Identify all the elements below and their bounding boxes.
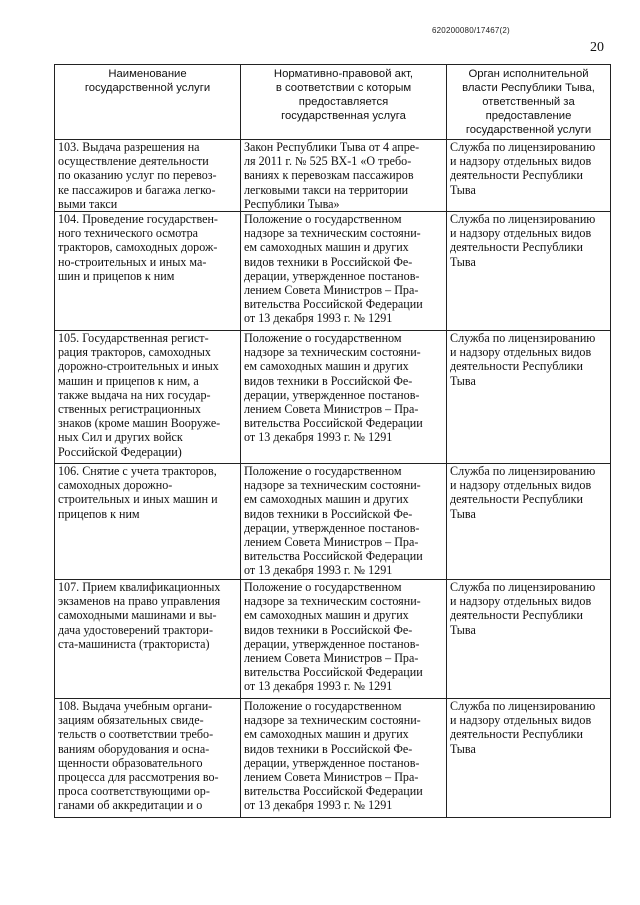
text-line: Положение о государственном	[244, 331, 402, 346]
text-line: государственной услуги	[465, 124, 592, 136]
text-line: Республики Тыва»	[244, 196, 340, 211]
text-line: от 13 декабря 1993 г. № 1291	[244, 430, 393, 445]
text-line: государственной услуги	[84, 82, 211, 94]
text-line: и надзору отдельных видов	[450, 226, 592, 241]
text-line: Наименование	[108, 68, 187, 80]
text-line: 108. Выдача учебным органи-	[58, 699, 213, 714]
text-line: ля 2011 г. № 525 ВХ-1 «О требо-	[244, 154, 412, 169]
text-line: 105. Государственная регист-	[58, 331, 209, 346]
text-line: в соответствии с которым	[275, 82, 412, 94]
text-line: видов техники в Российской Фе-	[244, 506, 413, 521]
authority-cell	[447, 331, 611, 464]
text-line: ем самоходных машин и других	[244, 608, 409, 623]
text-line: власти Республики Тыва,	[462, 82, 595, 94]
text-line: Служба по лицензированию	[450, 580, 596, 595]
authority-cell	[447, 464, 611, 580]
text-line: Российской Федерации)	[58, 444, 182, 459]
text-line: и надзору отдельных видов	[450, 713, 592, 728]
text-line: надзоре за техническим состояни-	[244, 594, 421, 609]
text-line: самоходными машинами и вы-	[58, 608, 217, 623]
text-line: дерации, утвержденное постанов-	[244, 387, 420, 402]
text-line: надзоре за техническим состояни-	[244, 478, 421, 493]
text-line: ного технического осмотра	[58, 226, 198, 241]
text-line: Тыва	[450, 622, 476, 637]
document-code: 620200080/17467(2)	[432, 26, 510, 35]
service-cell	[55, 699, 241, 818]
text-line: ных Сил и других войск	[58, 430, 183, 445]
text-line: и надзору отдельных видов	[450, 478, 592, 493]
text-line: знаков (кроме машин Вооруже-	[58, 416, 221, 431]
text-line: Орган исполнительной	[468, 68, 589, 80]
text-line: 107. Прием квалификационных	[58, 580, 221, 595]
text-line: вительства Российской Федерации	[244, 416, 423, 431]
text-line: лением Совета Министров – Пра-	[244, 770, 419, 785]
text-line: деятельности Республики	[450, 168, 583, 183]
text-line: процесса для рассмотрения во-	[58, 770, 219, 785]
service-cell	[55, 331, 241, 464]
services-table	[54, 64, 611, 818]
text-line: тельств о соответствии требо-	[58, 727, 214, 742]
text-line: лением Совета Министров – Пра-	[244, 651, 419, 666]
service-cell	[55, 464, 241, 580]
text-line: Служба по лицензированию	[450, 699, 596, 714]
text-line: надзоре за техническим состояни-	[244, 226, 421, 241]
text-line: от 13 декабря 1993 г. № 1291	[244, 311, 393, 326]
text-line: деятельности Республики	[450, 240, 583, 255]
text-line: Положение о государственном	[244, 464, 402, 479]
text-line: ста-машиниста (тракториста)	[58, 636, 210, 651]
text-line: 104. Проведение государствен-	[58, 212, 218, 227]
text-line: видов техники в Российской Фе-	[244, 741, 413, 756]
table-row	[55, 699, 611, 818]
service-cell	[55, 580, 241, 699]
text-line: легковыми такси на территории	[244, 182, 409, 197]
text-line: ем самоходных машин и других	[244, 727, 409, 742]
text-line: надзоре за техническим состояни-	[244, 345, 421, 360]
legal-act-cell	[241, 464, 447, 580]
text-line: от 13 декабря 1993 г. № 1291	[244, 798, 393, 813]
service-cell	[55, 212, 241, 331]
header-legal-act	[241, 65, 447, 140]
text-line: по оказанию услуг по перевоз-	[58, 168, 217, 183]
page-number: 20	[590, 40, 604, 55]
text-line: ке пассажиров и багажа легко-	[58, 182, 216, 197]
text-line: тракторов, самоходных дорож-	[58, 240, 218, 255]
text-line: осуществление деятельности	[58, 154, 209, 169]
table-row	[55, 140, 611, 212]
text-line: и надзору отдельных видов	[450, 345, 592, 360]
text-line: Положение о государственном	[244, 212, 402, 227]
text-line: ем самоходных машин и других	[244, 240, 409, 255]
text-line: видов техники в Российской Фе-	[244, 373, 413, 388]
text-line: ответственный за	[482, 96, 575, 108]
text-line: машин и прицепов к ним, а	[58, 373, 199, 388]
text-line: Тыва	[450, 182, 476, 197]
authority-cell	[447, 140, 611, 212]
text-line: ваниях к перевозкам пассажиров	[244, 168, 414, 183]
text-line: и надзору отдельных видов	[450, 594, 592, 609]
text-line: 106. Снятие с учета тракторов,	[58, 464, 217, 479]
text-line: но-строительных и иных ма-	[58, 254, 207, 269]
table-row	[55, 331, 611, 464]
text-line: 103. Выдача разрешения на	[58, 140, 200, 154]
text-line: предоставляется	[298, 96, 389, 108]
text-line: деятельности Республики	[450, 608, 583, 623]
text-line: Тыва	[450, 741, 476, 756]
table-row	[55, 212, 611, 331]
text-line: вительства Российской Федерации	[244, 784, 423, 799]
text-line: Служба по лицензированию	[450, 464, 596, 479]
header-authority	[447, 65, 611, 140]
text-line: Тыва	[450, 506, 476, 521]
text-line: видов техники в Российской Фе-	[244, 622, 413, 637]
text-line: деятельности Республики	[450, 492, 583, 507]
text-line: лением Совета Министров – Пра-	[244, 535, 419, 550]
legal-act-cell	[241, 140, 447, 212]
text-line: самоходных дорожно-	[58, 478, 173, 493]
text-line: государственная услуга	[281, 110, 406, 122]
text-line: Положение о государственном	[244, 580, 402, 595]
text-line: дерации, утвержденное постанов-	[244, 636, 420, 651]
table-row	[55, 464, 611, 580]
text-line: Служба по лицензированию	[450, 212, 596, 227]
text-line: ственных регистрационных	[58, 402, 201, 417]
legal-act-cell	[241, 212, 447, 331]
text-line: предоставление	[485, 110, 572, 122]
text-line: шин и прицепов к ним	[58, 268, 175, 283]
text-line: Тыва	[450, 373, 476, 388]
text-line: дерации, утвержденное постанов-	[244, 268, 420, 283]
text-line: видов техники в Российской Фе-	[244, 254, 413, 269]
text-line: прицепов к ним	[58, 506, 140, 521]
text-line: ем самоходных машин и других	[244, 492, 409, 507]
text-line: выми такси	[58, 196, 118, 211]
authority-cell	[447, 580, 611, 699]
text-line: деятельности Республики	[450, 727, 583, 742]
table-row	[55, 580, 611, 699]
text-line: экзаменов на право управления	[58, 594, 221, 609]
text-line: дорожно-строительных и иных	[58, 359, 219, 374]
authority-cell	[447, 212, 611, 331]
text-line: и надзору отдельных видов	[450, 154, 592, 169]
text-line: дача удостоверений трактори-	[58, 622, 213, 637]
authority-cell	[447, 699, 611, 818]
text-line: ваниям оборудования и осна-	[58, 741, 210, 756]
header-service-name	[55, 65, 241, 140]
service-cell	[55, 140, 241, 212]
text-line: ем самоходных машин и других	[244, 359, 409, 374]
legal-act-cell	[241, 580, 447, 699]
text-line: Нормативно-правовой акт,	[273, 68, 414, 80]
text-line: надзоре за техническим состояни-	[244, 713, 421, 728]
text-line: ганами об аккредитации и о	[58, 798, 203, 813]
text-line: Тыва	[450, 254, 476, 269]
text-line: от 13 декабря 1993 г. № 1291	[244, 679, 393, 694]
text-line: Служба по лицензированию	[450, 140, 596, 154]
legal-act-cell	[241, 331, 447, 464]
legal-act-cell	[241, 699, 447, 818]
text-line: щенности образовательного	[58, 755, 203, 770]
text-line: строительных и иных машин и	[58, 492, 218, 507]
text-line: Положение о государственном	[244, 699, 402, 714]
text-line: лением Совета Министров – Пра-	[244, 402, 419, 417]
text-line: Закон Республики Тыва от 4 апре-	[244, 140, 420, 154]
text-line: дерации, утвержденное постанов-	[244, 755, 420, 770]
text-line: Служба по лицензированию	[450, 331, 596, 346]
text-line: вительства Российской Федерации	[244, 297, 423, 312]
text-line: деятельности Республики	[450, 359, 583, 374]
text-line: дерации, утвержденное постанов-	[244, 520, 420, 535]
text-line: лением Совета Министров – Пра-	[244, 283, 419, 298]
text-line: от 13 декабря 1993 г. № 1291	[244, 563, 393, 578]
text-line: вительства Российской Федерации	[244, 665, 423, 680]
text-line: также выдача на них государ-	[58, 387, 211, 402]
text-line: рация тракторов, самоходных	[58, 345, 211, 360]
text-line: проса соответствующими ор-	[58, 784, 210, 799]
text-line: вительства Российской Федерации	[244, 549, 423, 564]
table-header-row	[55, 65, 611, 140]
text-line: зациям обязательных свиде-	[58, 713, 204, 728]
